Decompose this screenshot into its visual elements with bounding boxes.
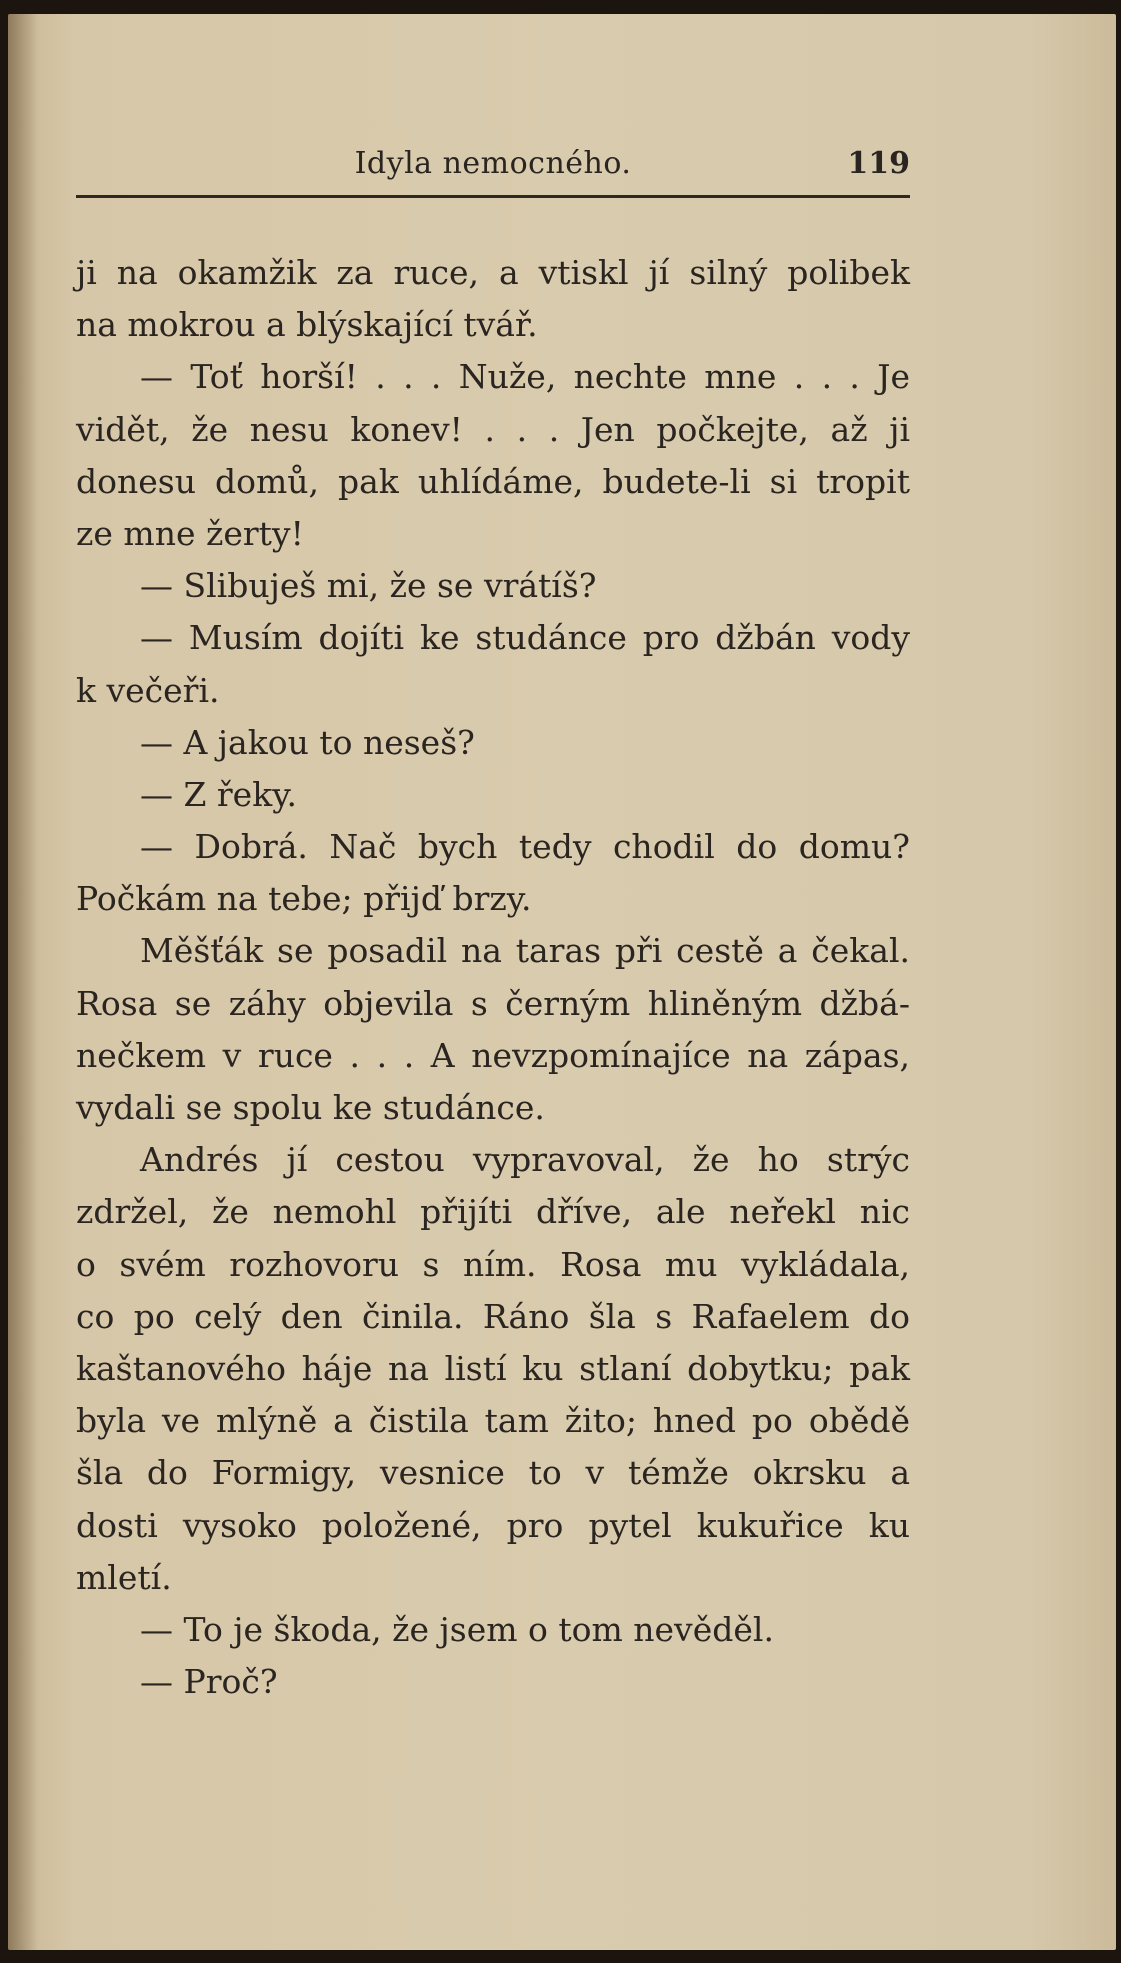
text-line: — Dobrá. Nač bych tedy chodil do domu?	[140, 827, 910, 867]
text-line: Počkám na tebe; přijď brzy.	[76, 879, 532, 919]
text-line: dosti vysoko položené, pro pytel kukuřice ku	[76, 1505, 910, 1545]
text-line: — Z řeky.	[140, 774, 297, 814]
page-number: 119	[847, 146, 910, 181]
text-line: byla ve mlýně a čistila tam žito; hned po obědě	[76, 1401, 910, 1441]
header-rule	[76, 195, 910, 198]
text-line: co po celý den činila. Ráno šla s Rafaelem do	[76, 1296, 910, 1336]
running-title: Idyla nemocného.	[354, 146, 632, 181]
page-header	[76, 142, 910, 192]
text-line: — Slibuješ mi, že se vrátíš?	[140, 566, 597, 606]
text-line: — Proč?	[140, 1662, 278, 1702]
text-line: — To je škoda, že jsem o tom nevěděl.	[140, 1609, 774, 1649]
text-line: ze mne žerty!	[76, 513, 304, 553]
text-line: Andrés jí cestou vypravoval, že ho strýc	[140, 1140, 910, 1180]
text-line: mletí.	[76, 1557, 172, 1597]
text-line: k večeři.	[76, 670, 220, 710]
binding-shadow	[8, 14, 38, 1950]
text-line: zdržel, že nemohl přijíti dříve, ale neřekl nic	[76, 1192, 910, 1232]
text-line: na mokrou a blýskající tvář.	[76, 305, 538, 345]
book-page	[8, 14, 1116, 1950]
text-line: vidět, že nesu konev! . . . Jen počkejte, až ji	[76, 409, 910, 449]
text-line: donesu domů, pak uhlídáme, budete-li si tropit	[76, 461, 910, 501]
text-line: vydali se spolu ke studánce.	[76, 1088, 545, 1127]
text-line: Měšťák se posadil na taras při cestě a čekal.	[140, 931, 910, 971]
body-text	[76, 247, 910, 1708]
text-line: — Musím dojíti ke studánce pro džbán vody	[140, 618, 910, 658]
text-line: kaštanového háje na listí ku stlaní dobytku; pak	[76, 1348, 910, 1388]
text-line: ji na okamžik za ruce, a vtiskl jí silný polibek	[76, 253, 910, 292]
text-line: — A jakou to neseš?	[140, 722, 475, 762]
text-line: šla do Formigy, vesnice to v témže okrsku a	[76, 1453, 910, 1493]
text-line: Rosa se záhy objevila s černým hliněným džbá-	[76, 983, 910, 1023]
text-line: nečkem v ruce . . . A nevzpomínajíce na zápas,	[76, 1035, 910, 1075]
text-line: — Toť horší! . . . Nuže, nechte mne . . . Je	[140, 357, 910, 397]
text-line: o svém rozhovoru s ním. Rosa mu vykládala,	[76, 1244, 910, 1284]
